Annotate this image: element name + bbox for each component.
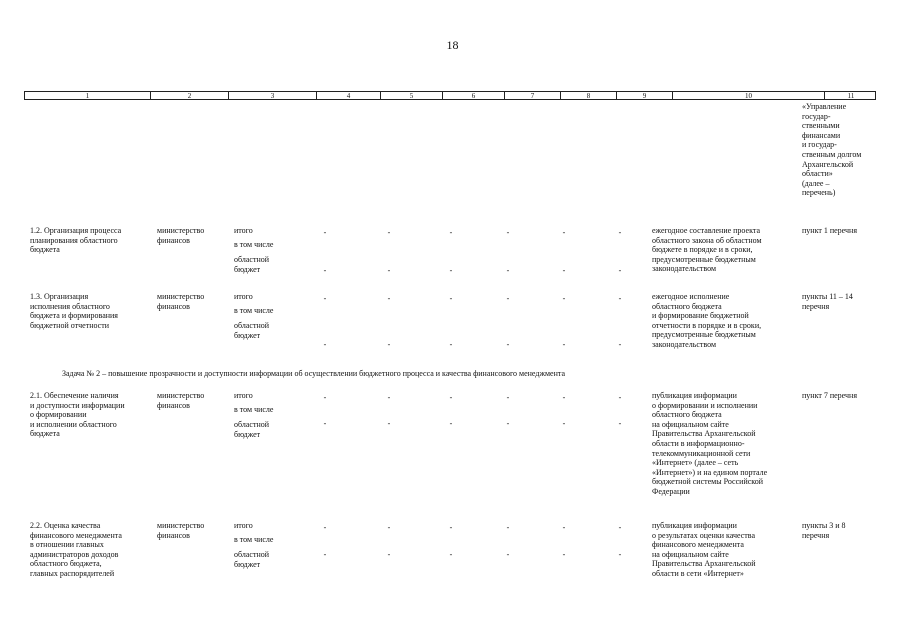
dash-cell: -: [618, 393, 622, 402]
dash-cell: -: [323, 393, 327, 402]
header-cell-3: 3: [229, 92, 317, 99]
dash-cell: -: [387, 419, 391, 428]
header-cell-8: 8: [561, 92, 617, 99]
expected-result: публикация информации о формировании и исполнении областного бюджета на официальном сайте Правительства Архангельской области в информационно- телекоммуникационной сети «Интернет» (далее – сеть «Интернет») и на едином портале бюджетной системы Российской Федерации: [652, 391, 768, 496]
dash-cell: -: [323, 266, 327, 275]
dash-cell: -: [506, 228, 510, 237]
dash-cell: -: [449, 523, 453, 532]
dash-cell: -: [323, 294, 327, 303]
table-header-row: [24, 91, 876, 100]
source-regional: областной бюджет: [234, 550, 270, 569]
dash-cell: -: [387, 523, 391, 532]
executor: министерство финансов: [157, 391, 205, 410]
task-heading: Задача № 2 – повышение прозрачности и доступности информации об осуществлении бюджетного процесса и качества финансового менеджмента: [62, 369, 566, 378]
dash-cell: -: [506, 419, 510, 428]
header-cell-9: 9: [617, 92, 673, 99]
dash-cell: -: [387, 266, 391, 275]
list-link: пункт 1 перечня: [802, 226, 858, 235]
list-link: пункт 7 перечня: [802, 391, 858, 400]
page-number: 18: [446, 38, 459, 52]
source-incl: в том числе: [234, 535, 274, 544]
dash-cell: -: [387, 340, 391, 349]
dash-cell: -: [449, 266, 453, 275]
dash-cell: -: [387, 228, 391, 237]
source-total: итого: [234, 292, 253, 301]
source-total: итого: [234, 521, 253, 530]
dash-cell: -: [449, 550, 453, 559]
dash-cell: -: [323, 550, 327, 559]
dash-cell: -: [449, 294, 453, 303]
measure-name: 1.3. Организация исполнения областного бюджета и формирования бюджетной отчетности: [30, 292, 118, 330]
dash-cell: -: [562, 266, 566, 275]
continuation-cell: «Управление государ- ственными финансами и государ- ственным долгом Архангельской области» (далее – перечень): [802, 102, 862, 198]
dash-cell: -: [618, 523, 622, 532]
dash-cell: -: [618, 294, 622, 303]
dash-cell: -: [449, 393, 453, 402]
dash-cell: -: [323, 340, 327, 349]
source-total: итого: [234, 391, 253, 400]
dash-cell: -: [562, 550, 566, 559]
dash-cell: -: [618, 340, 622, 349]
expected-result: ежегодное исполнение областного бюджета и формирование бюджетной отчетности в порядке и в сроки, предусмотренные бюджетным законодательством: [652, 292, 762, 349]
source-incl: в том числе: [234, 240, 274, 249]
executor: министерство финансов: [157, 521, 205, 540]
dash-cell: -: [562, 294, 566, 303]
measure-name: 2.2. Оценка качества финансового менеджмента в отношении главных администраторов доходов областного бюджета, главных распорядителей: [30, 521, 122, 578]
header-cell-10: 10: [673, 92, 825, 99]
dash-cell: -: [562, 340, 566, 349]
dash-cell: -: [323, 228, 327, 237]
source-total: итого: [234, 226, 253, 235]
dash-cell: -: [449, 340, 453, 349]
dash-cell: -: [323, 523, 327, 532]
dash-cell: -: [323, 419, 327, 428]
dash-cell: -: [506, 550, 510, 559]
dash-cell: -: [618, 228, 622, 237]
header-cell-2: 2: [151, 92, 229, 99]
dash-cell: -: [449, 228, 453, 237]
dash-cell: -: [562, 523, 566, 532]
dash-cell: -: [562, 228, 566, 237]
dash-cell: -: [506, 266, 510, 275]
source-regional: областной бюджет: [234, 255, 270, 274]
dash-cell: -: [506, 393, 510, 402]
source-regional: областной бюджет: [234, 321, 270, 340]
dash-cell: -: [387, 393, 391, 402]
dash-cell: -: [562, 393, 566, 402]
header-cell-5: 5: [381, 92, 443, 99]
list-link: пункты 11 – 14 перечня: [802, 292, 853, 311]
dash-cell: -: [449, 419, 453, 428]
dash-cell: -: [618, 419, 622, 428]
dash-cell: -: [387, 294, 391, 303]
header-cell-7: 7: [505, 92, 561, 99]
measure-name: 2.1. Обеспечение наличия и доступности информации о формировании и исполнении областного бюджета: [30, 391, 125, 439]
expected-result: публикация информации о результатах оценки качества финансового менеджмента на официальном сайте Правительства Архангельской области в сети «Интернет»: [652, 521, 756, 578]
source-regional: областной бюджет: [234, 420, 270, 439]
dash-cell: -: [618, 550, 622, 559]
expected-result: ежегодное составление проекта областного закона об областном бюджете в порядке и в сроки, предусмотренные бюджетным законодательством: [652, 226, 762, 274]
source-incl: в том числе: [234, 405, 274, 414]
executor: министерство финансов: [157, 292, 205, 311]
dash-cell: -: [506, 340, 510, 349]
dash-cell: -: [506, 523, 510, 532]
source-incl: в том числе: [234, 306, 274, 315]
list-link: пункты 3 и 8 перечня: [802, 521, 846, 540]
header-cell-1: 1: [25, 92, 151, 99]
header-cell-6: 6: [443, 92, 505, 99]
dash-cell: -: [562, 419, 566, 428]
dash-cell: -: [618, 266, 622, 275]
header-cell-4: 4: [317, 92, 381, 99]
dash-cell: -: [506, 294, 510, 303]
executor: министерство финансов: [157, 226, 205, 245]
header-cell-11: 11: [847, 92, 855, 100]
dash-cell: -: [387, 550, 391, 559]
measure-name: 1.2. Организация процесса планирования областного бюджета: [30, 226, 122, 255]
